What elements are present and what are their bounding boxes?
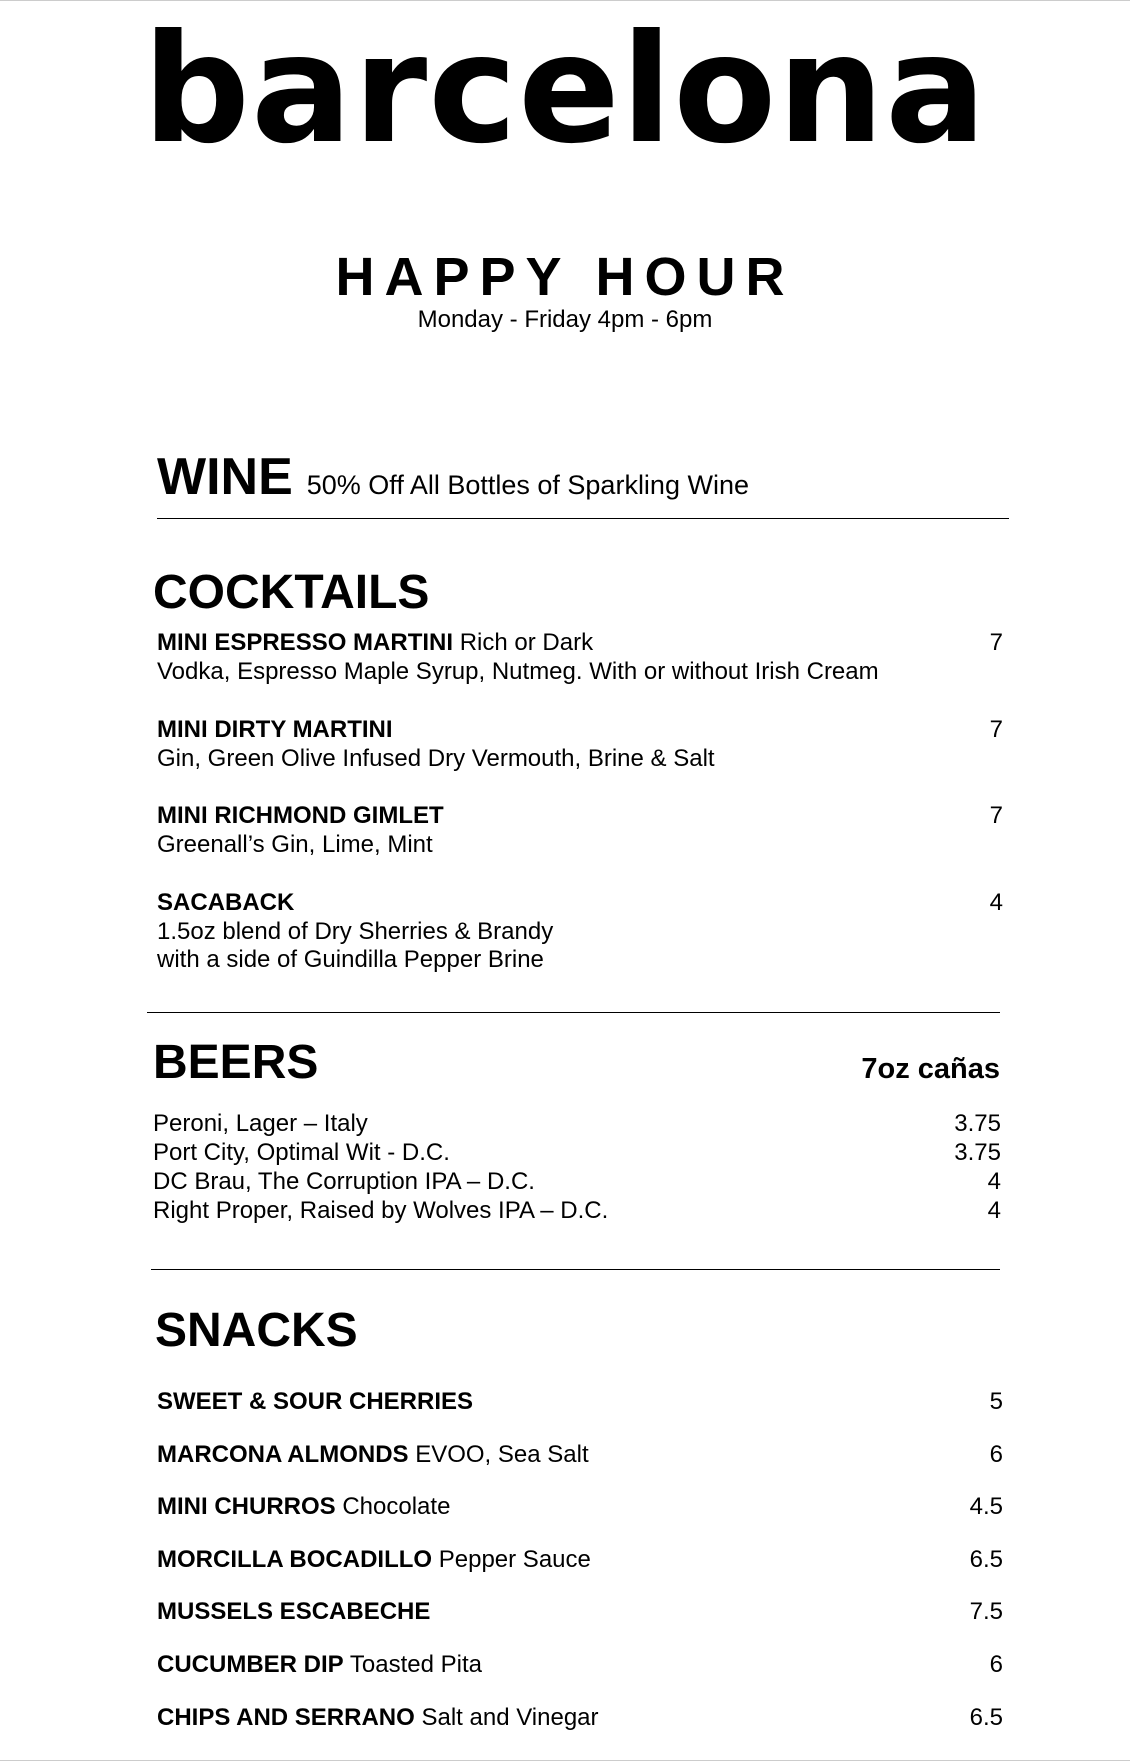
snack-name: MARCONA ALMONDS (157, 1440, 409, 1468)
snack-detail: Toasted Pita (349, 1650, 482, 1678)
cocktail-price: 7 (989, 629, 1003, 656)
cocktail-name: MINI RICHMOND GIMLET (157, 802, 444, 829)
cocktail-price: 4 (989, 889, 1003, 916)
cocktail-description: Gin, Green Olive Infused Dry Vermouth, Brine & Salt (157, 745, 715, 772)
snack-row (157, 1703, 1003, 1756)
divider (147, 1012, 1000, 1013)
snack-name: SWEET & SOUR CHERRIES (157, 1388, 474, 1415)
cocktails-title: COCKTAILS (153, 566, 430, 619)
beer-name: Peroni, Lager – Italy (153, 1110, 368, 1137)
snack-row (157, 1597, 1003, 1650)
beer-row (153, 1196, 1001, 1225)
snack-price: 6.5 (969, 1545, 1003, 1573)
barcelona-logo: barcelona (142, 3, 988, 177)
cocktail-name: MINI ESPRESSO MARTINI (157, 629, 454, 656)
snack-name: MUSSELS ESCABECHE (157, 1598, 431, 1626)
beer-price: 3.75 (954, 1110, 1001, 1137)
snack-name: MINI CHURROS (157, 1493, 336, 1521)
beer-row (153, 1167, 1001, 1196)
snack-row (157, 1492, 1003, 1545)
snack-detail: EVOO, Sea Salt (415, 1440, 589, 1468)
snack-row (157, 1387, 1003, 1440)
divider (157, 518, 1009, 519)
snack-name: CUCUMBER DIP (157, 1650, 344, 1678)
beer-row (153, 1138, 1001, 1167)
snack-row (157, 1440, 1003, 1493)
cocktail-description: 1.5oz blend of Dry Sherries & Brandy (157, 918, 554, 945)
cocktail-name: SACABACK (157, 889, 295, 916)
happy-hour-title: HAPPY HOUR (335, 247, 795, 307)
beer-row (153, 1109, 1001, 1138)
cocktail-description: Greenall’s Gin, Lime, Mint (157, 831, 433, 858)
beer-price: 4 (987, 1168, 1001, 1195)
snack-list (157, 1387, 1003, 1755)
beer-list (153, 1109, 1001, 1225)
cocktail-description: Vodka, Espresso Maple Syrup, Nutmeg. With or without Irish Cream (157, 658, 879, 685)
snack-row (157, 1650, 1003, 1703)
beer-price: 3.75 (954, 1139, 1001, 1166)
happy-hour-schedule: Monday - Friday 4pm - 6pm (417, 306, 713, 333)
snack-name: CHIPS AND SERRANO (157, 1703, 415, 1731)
beer-name: Right Proper, Raised by Wolves IPA – D.C. (153, 1197, 609, 1224)
beer-name: DC Brau, The Corruption IPA – D.C. (153, 1168, 535, 1195)
cocktail-price: 7 (989, 802, 1003, 829)
snack-price: 4.5 (969, 1493, 1003, 1521)
cocktail-price: 7 (989, 716, 1003, 743)
cocktail-detail: Rich or Dark (459, 629, 594, 656)
snack-price: 7.5 (969, 1598, 1003, 1626)
snack-price: 6 (989, 1440, 1003, 1468)
snack-row (157, 1545, 1003, 1598)
snacks-title: SNACKS (155, 1304, 358, 1357)
beer-price: 4 (987, 1197, 1001, 1224)
divider (151, 1269, 1000, 1270)
snack-name: MORCILLA BOCADILLO (157, 1545, 433, 1573)
wine-section (157, 447, 749, 507)
beers-size-label: 7oz cañas (861, 1053, 1000, 1085)
snack-detail: Chocolate (342, 1493, 451, 1521)
snack-price: 6.5 (969, 1703, 1003, 1731)
wine-title: WINE (157, 448, 293, 506)
snack-price: 6 (989, 1650, 1003, 1678)
snack-detail: Pepper Sauce (438, 1545, 591, 1573)
wine-note: 50% Off All Bottles of Sparkling Wine (306, 470, 749, 500)
beer-name: Port City, Optimal Wit - D.C. (153, 1139, 450, 1166)
cocktail-description: with a side of Guindilla Pepper Brine (157, 946, 544, 973)
cocktail-name: MINI DIRTY MARTINI (157, 716, 393, 743)
snack-price: 5 (989, 1388, 1003, 1415)
snack-detail: Salt and Vinegar (421, 1703, 599, 1731)
beers-title: BEERS (153, 1036, 319, 1089)
